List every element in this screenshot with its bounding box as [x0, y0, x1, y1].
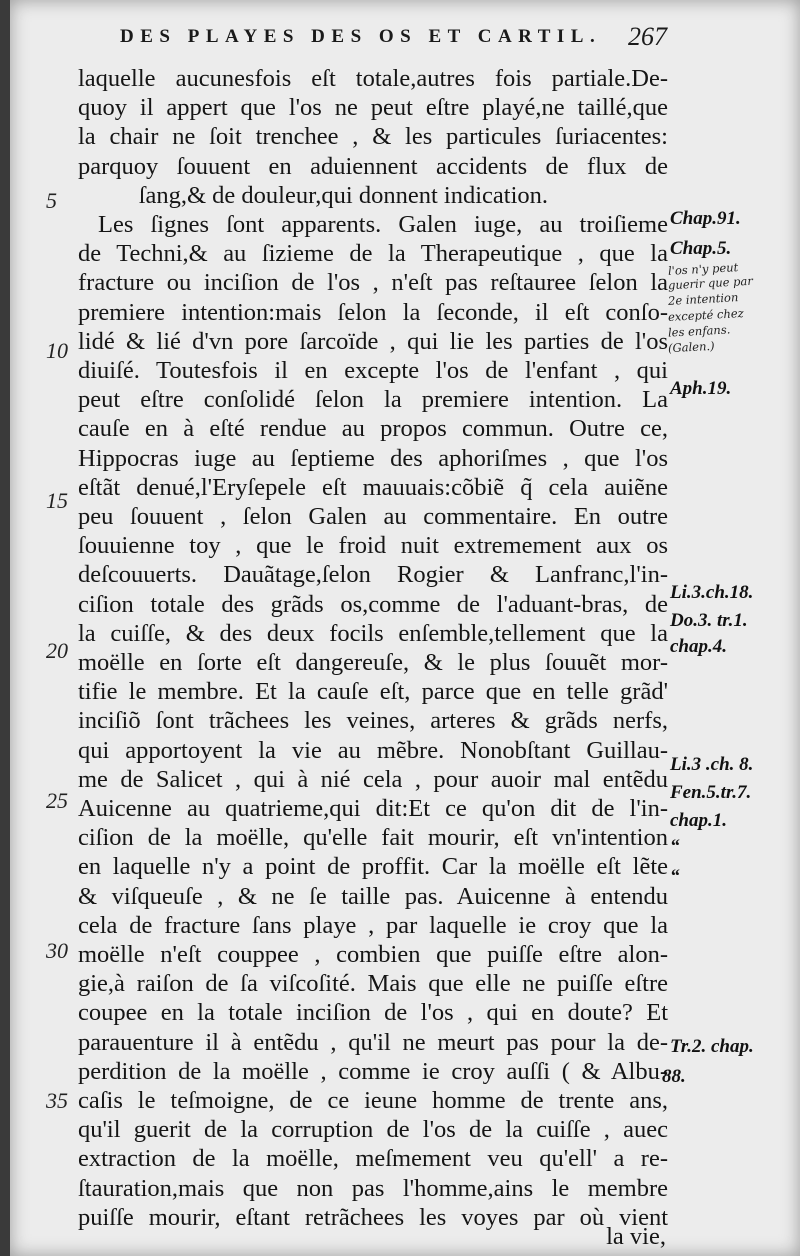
margin-note: Aph.19.: [670, 378, 732, 399]
margin-note: Chap.5.: [670, 238, 732, 259]
margin-note: Do.3. tr.1.: [670, 610, 748, 631]
book-page: [10, 0, 800, 1256]
line-number: 30: [46, 938, 68, 963]
text-line: qui apportoyent la vie au mẽbre. Nonobſtant Guillau-: [78, 736, 668, 764]
text-line: diuiſé. Toutesfois il en excepte l'os de l'enfant , qui: [78, 357, 668, 384]
text-line: ciſion totale des grãds os,comme de l'aduant-bras, de: [78, 590, 668, 618]
line-number: 20: [46, 638, 68, 663]
margin-note: Li.3.ch.18.: [670, 582, 754, 603]
text-line: cela de fracture ſans playe , par laquelle ie croy que la: [78, 911, 668, 939]
text-line: lidé & lié d'vn pore ſarcoïde , qui lie les parties de l'os: [78, 327, 668, 355]
text-line: Les ſignes ſont apparents. Galen iuge, au troiſieme: [98, 211, 668, 238]
text-line: peut eſtre conſolidé ſelon la premiere intention. La: [78, 386, 668, 414]
text-line: moëlle n'eſt couppee , combien que puiſſe eſtre alon-: [78, 941, 668, 968]
text-line: de Techni,& au ſizieme de la Therapeutique , que la: [78, 240, 668, 268]
text-line: inciſiõ ſont trãchees les veines, arteres & grãds nerfs,: [78, 707, 668, 735]
text-line: la cuiſſe, & des deux focils enſemble,tellement que la: [78, 619, 668, 647]
handwritten-note-line: 2e intention: [667, 290, 739, 308]
text-line: laquelle aucunesfois eſt totale,autres fois partiale.De-: [78, 65, 668, 92]
handwritten-note-line: (Galen.): [667, 338, 715, 356]
text-line: gie,à raiſon de ſa viſcoſité. Mais que elle ne puiſſe eſtre: [78, 970, 668, 998]
line-number: 5: [46, 188, 57, 213]
text-line: parquoy ſouuent en aduiennent accidents de flux de: [78, 152, 668, 180]
text-line: eſtãt denué,l'Eryſepele eſt mauuais:cõbiẽ q̃ cela auiẽne: [78, 473, 668, 501]
text-line: extraction de la moëlle, meſmement veu qu'ell' a re-: [78, 1145, 668, 1173]
margin-note: Fen.5.tr.7.: [670, 782, 752, 803]
text-line: en laquelle n'y a point de proffit. Car la moëlle eſt lẽte: [78, 853, 668, 881]
handwritten-note-line: guerir que par: [667, 273, 754, 293]
margin-note: “: [670, 866, 680, 887]
text-line: parauenture il à entẽdu , qu'il ne meurt pas pour la de-: [78, 1028, 668, 1056]
text-line: Auicenne au quatrieme,qui dit:Et ce qu'on dit de l'in-: [78, 795, 668, 822]
running-header: DES PLAYES DES OS ET CARTIL.: [120, 26, 602, 47]
text-line: ciſion de la moëlle, qu'elle fait mourir, eſt vn'intention: [78, 824, 668, 852]
text-line: puiſſe mourir, eſtant retrãchees les voyes par où vient: [78, 1203, 668, 1231]
text-line: ſang,& de douleur,qui donnent indication.: [138, 181, 548, 209]
line-number: 35: [46, 1088, 68, 1113]
text-line: Hippocras iuge au ſeptieme des aphoriſmes , que l'os: [78, 444, 668, 472]
text-line: la chair ne ſoit trenchee , & les particules ſuriacentes:: [78, 123, 668, 151]
handwritten-note-line: l'os n'y peut: [667, 260, 739, 278]
line-number: 10: [46, 338, 68, 363]
text-line: fracture ou inciſion de l'os , n'eſt pas reſtauree ſelon la: [78, 269, 668, 297]
text-line: moëlle en ſorte eſt dangereuſe, & le plus ſouuẽt mor-: [78, 649, 668, 676]
text-line: & viſqueuſe , & ne ſe taille pas. Auicenne à entendu: [78, 882, 668, 910]
margin-note: Li.3 .ch. 8.: [670, 754, 754, 775]
margin-note: Chap.91.: [670, 208, 741, 229]
catchword: la vie,: [606, 1223, 666, 1250]
text-line: ſouuienne toy , que le froid nuit extremement aux os: [78, 532, 668, 560]
text-line: deſcouuerts. Dauãtage,ſelon Rogier & Lanfranc,l'in-: [78, 561, 668, 589]
text-line: ſtauration,mais que non pas l'homme,ains le membre: [78, 1174, 668, 1202]
handwritten-note-line: les enfans.: [667, 322, 731, 340]
line-number: 25: [46, 788, 68, 813]
line-number: 15: [46, 488, 68, 513]
text-line: caſis le teſmoigne, de ce ieune homme de trente ans,: [78, 1087, 668, 1114]
text-line: quoy il appert que l'os ne peut eſtre playé,ne taillé,que: [78, 94, 668, 122]
page-number: 267: [628, 22, 667, 51]
text-line: peu ſouuent , ſelon Galen au commentaire. En outre: [78, 503, 668, 530]
text-line: qu'il guerit de la corruption de l'os de la cuiſſe , auec: [78, 1116, 668, 1144]
text-line: premiere intention:mais ſelon la ſeconde, il eſt conſo-: [78, 298, 668, 326]
margin-note: Tr.2. chap.: [670, 1036, 754, 1057]
handwritten-note-line: excepté chez: [667, 306, 745, 324]
text-line: coupee en la totale inciſion de l'os , qui en doute? Et: [78, 999, 668, 1027]
text-line: perdition de la moëlle , comme ie croy auſſi ( & Albu-: [78, 1057, 668, 1085]
margin-note: 88.: [662, 1066, 686, 1087]
binding-gutter: [0, 0, 10, 1256]
margin-note: chap.1.: [670, 810, 727, 831]
margin-note: chap.4.: [670, 636, 727, 657]
text-line: me de Salicet , qui à nié cela , pour auoir mal entẽdu: [78, 765, 668, 793]
text-line: tifie le membre. Et la cauſe eſt, parce que en telle grãd': [78, 678, 668, 706]
text-line: cauſe en à eſté rendue au propos commun. Outre ce,: [78, 415, 668, 443]
margin-note: “: [670, 836, 680, 857]
